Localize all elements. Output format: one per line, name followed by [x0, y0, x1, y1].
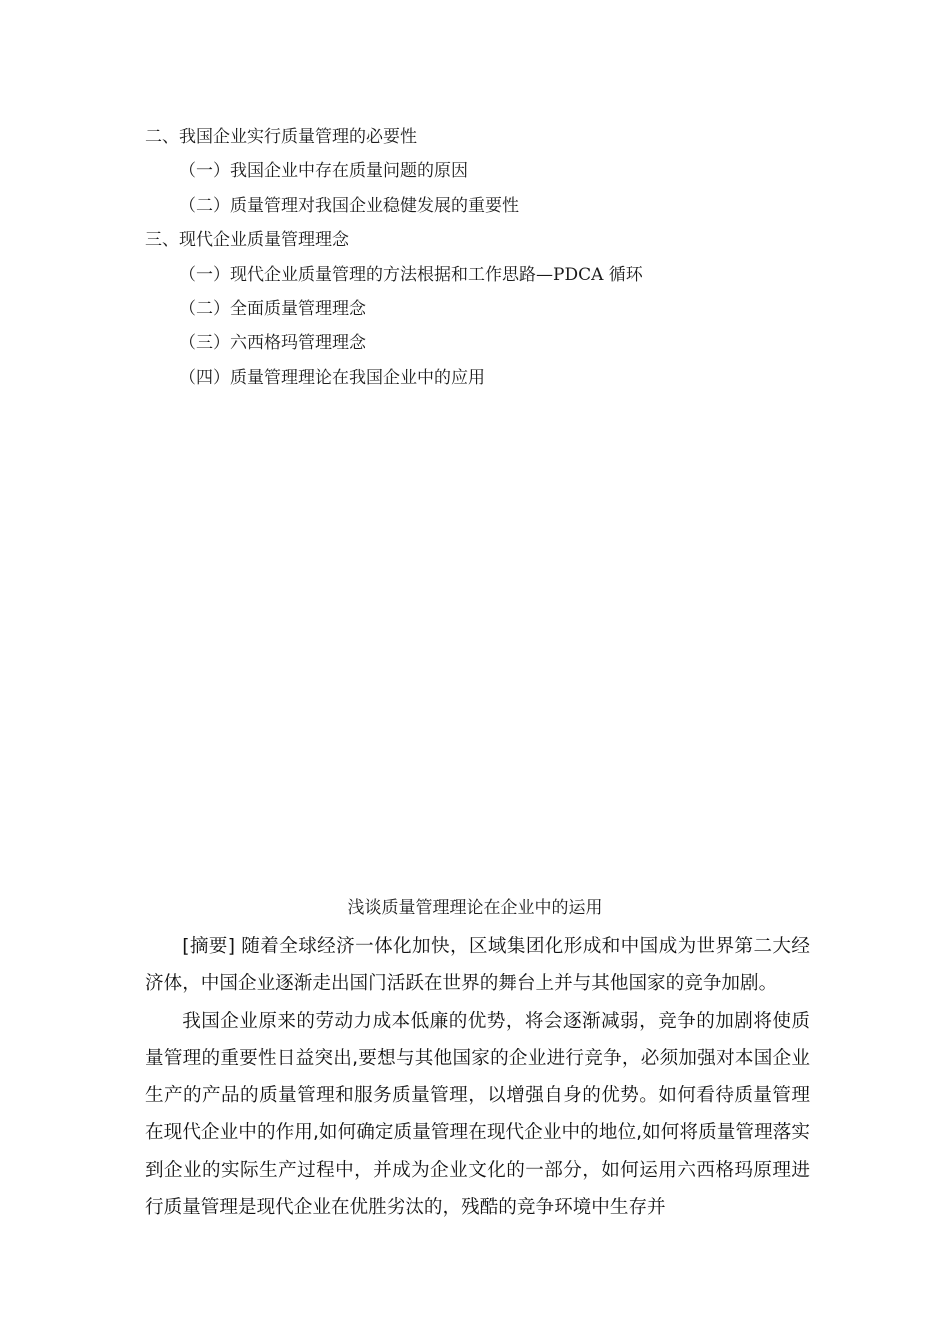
toc-item: （一）我国企业中存在质量问题的原因: [179, 161, 468, 181]
toc-item: （二）全面质量管理理念: [179, 299, 366, 319]
toc-item: 三、现代企业质量管理理念: [145, 230, 349, 250]
toc-item: （三）六西格玛管理理念: [179, 333, 366, 353]
article-title: 浅谈质量管理理论在企业中的运用: [347, 898, 603, 918]
toc-item: 二、我国企业实行质量管理的必要性: [145, 127, 417, 147]
toc-item: （四）质量管理理论在我国企业中的应用: [179, 368, 485, 388]
article-body: [145, 928, 810, 1226]
toc-item: （一）现代企业质量管理的方法根据和工作思路—PDCA 循环: [179, 265, 643, 285]
abstract-paragraph: [摘要] 随着全球经济一体化加快，区域集团化形成和中国成为世界第二大经济体，中国企业逐渐走出国门活跃在世界的舞台上并与其他国家的竞争加剧。: [145, 936, 810, 995]
toc-item: （二）质量管理对我国企业稳健发展的重要性: [179, 196, 519, 216]
body-paragraph: 我国企业原来的劳动力成本低廉的优势，将会逐渐减弱，竞争的加剧将使质量管理的重要性日益突出,要想与其他国家的企业进行竞争，必须加强对本国企业生产的产品的质量管理和服务质量管理，以增强自身的优势。如何看待质量管理在现代企业中的作用,如何确定质量管理在现代企业中的地位,如何将质量管理落实到企业的实际生产过程中，并成为企业文化的一部分，如何运用六西格玛原理进行质量管理是现代企业在优胜劣汰的，残酷的竞争环境中生存并: [145, 1010, 810, 1219]
